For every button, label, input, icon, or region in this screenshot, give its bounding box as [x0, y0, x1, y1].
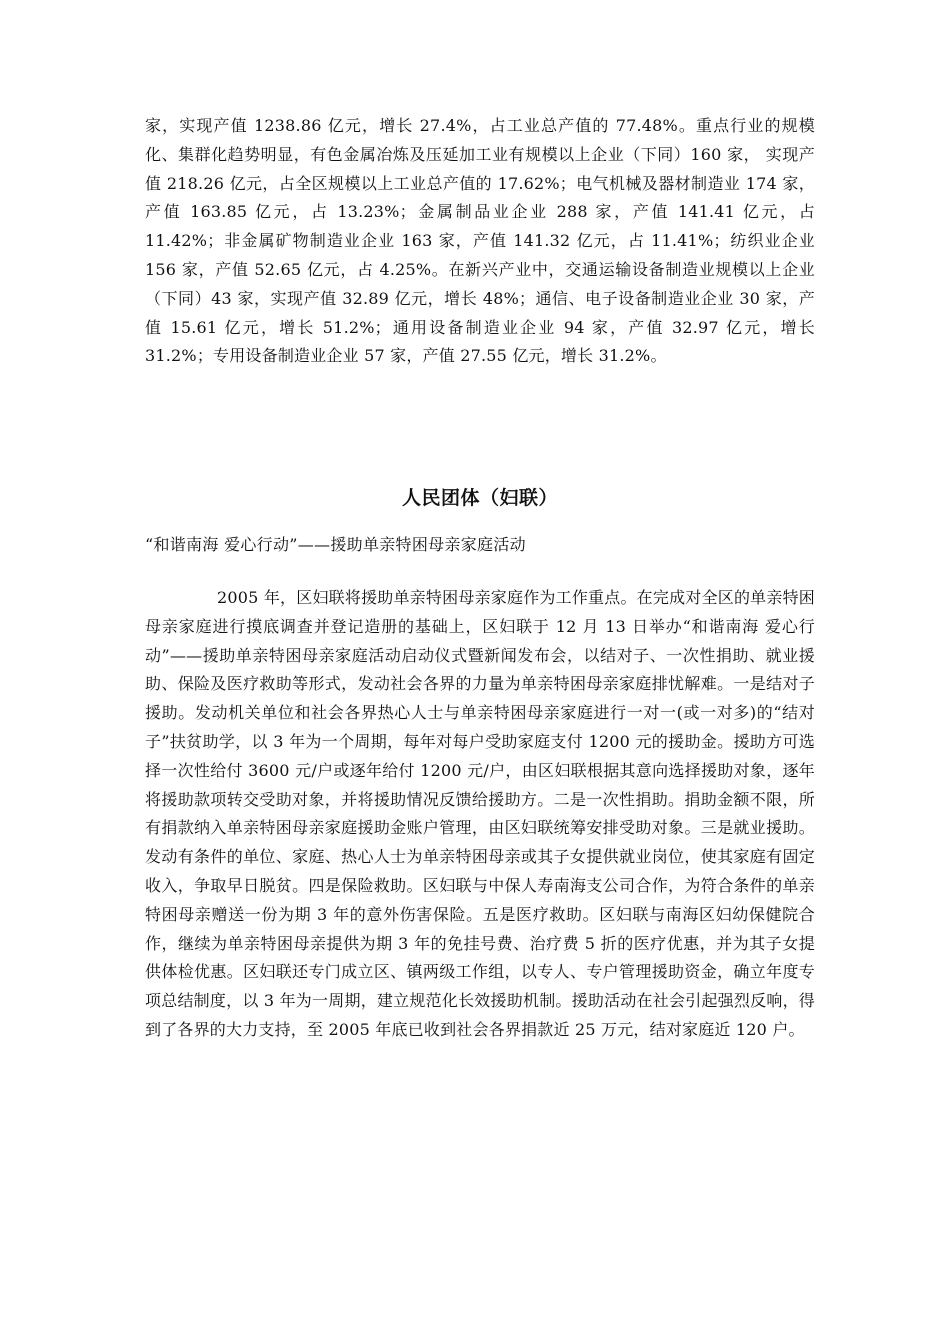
womens-federation-paragraph: 2005 年，区妇联将援助单亲特困母亲家庭作为工作重点。在完成对全区的单亲特困母亲家庭进行摸底调查并登记造册的基础上，区妇联于 12 月 13 日举办“和谐南海 爱心行动”——援助单亲特困母亲家庭活动启动仪式暨新闻发布会，以结对子、一次性捐助、就业援助、保险及医疗救助等形式，发动社会各界的力量为单亲特困母亲家庭排忧解难。一是结对子援助。发动机关单位和社会各界热心人士与单亲特困母亲家庭进行一对一(或一对多)的“结对子”扶贫助学，以 3 年为一个周期，每年对每户受助家庭支付 1200 元的援助金。援助方可选择一次性给付 3600 元/户或逐年给付 1200 元/户，由区妇联根据其意向选择援助对象，逐年将援助款项转交受助对象，并将援助情况反馈给援助方。二是一次性捐助。捐助金额不限，所有捐款纳入单亲特困母亲家庭援助金账户管理，由区妇联统筹安排受助对象。三是就业援助。发动有条件的单位、家庭、热心人士为单亲特困母亲或其子女提供就业岗位，使其家庭有固定收入，争取早日脱贫。四是保险救助。区妇联与中保人寿南海支公司合作，为符合条件的单亲特困母亲赠送一份为期 3 年的意外伤害保险。五是医疗救助。区妇联与南海区妇幼保健院合作，继续为单亲特困母亲提供为期 3 年的免挂号费、治疗费 5 折的医疗优惠，并为其子女提供体检优惠。区妇联还专门成立区、镇两级工作组，以专人、专户管理援助资金，确立年度专项总结制度，以 3 年为一周期，建立规范化长效援助机制。援助活动在社会引起强烈反响，得到了各界的大力支持，至 2005 年底已收到社会各界捐款近 25 万元，结对家庭近 120 户。	[145, 588, 815, 1039]
document-page	[145, 112, 815, 1039]
section-title: 人民团体（妇联）	[401, 487, 558, 509]
industry-paragraph: 家，实现产值 1238.86 亿元，增长 27.4%，占工业总产值的 77.48%。重点行业的规模化、集群化趋势明显，有色金属冶炼及压延加工业有规模以上企业（下同）160 家， 实现产值 218.26 亿元，占全区规模以上工业总产值的 17.62%；电气机械及器材制造业 174 家，产值 163.85 亿元，占 13.23%；金属制品业企业 288 家，产值 141.41 亿元，占 11.42%；非金属矿物制造业企业 163 家，产值 141.32 亿元，占 11.41%；纺织业企业 156 家，产值 52.65 亿元，占 4.25%。在新兴产业中，交通运输设备制造业规模以上企业（下同）43 家，实现产值 32.89 亿元，增长 48%；通信、电子设备制造业企业 30 家，产值 15.61 亿元，增长 51.2%；通用设备制造业企业 94 家，产值 32.97 亿元，增长 31.2%；专用设备制造业企业 57 家，产值 27.55 亿元，增长 31.2%。	[145, 116, 815, 366]
section-subtitle: “和谐南海 爱心行动”——援助单亲特困母亲家庭活动	[145, 535, 526, 554]
